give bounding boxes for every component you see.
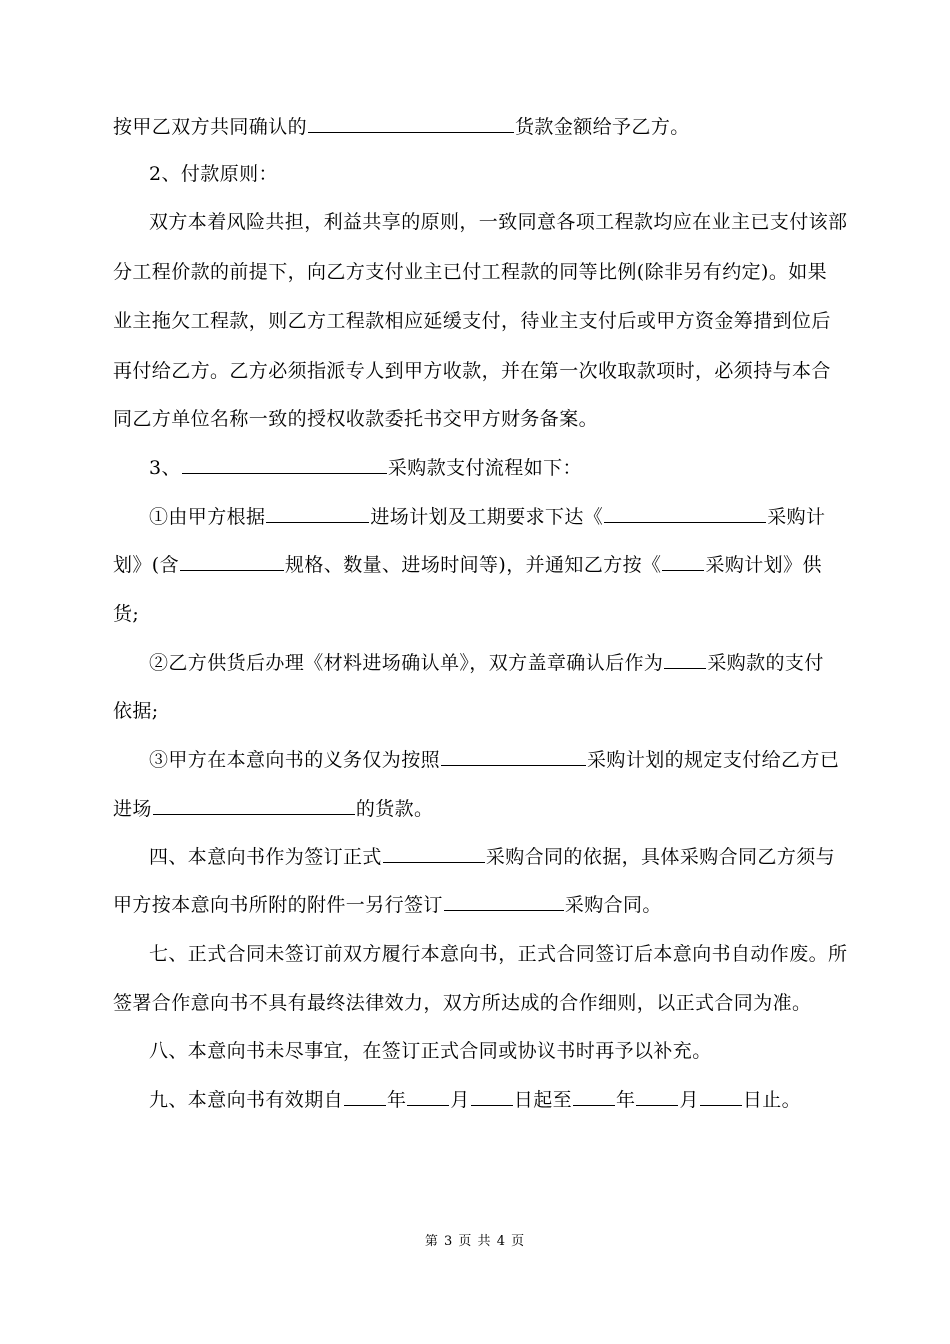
fill-blank: [636, 1087, 678, 1106]
text-segment: 采购计划的规定支付给乙方已: [587, 749, 840, 771]
paragraph-line: [149, 209, 847, 235]
paragraph-line: [113, 406, 598, 432]
paragraph-line: [149, 844, 835, 870]
paragraph-line: [149, 650, 824, 676]
text-segment: 甲方按本意向书所附的附件一另行签订: [113, 894, 443, 916]
text-segment: 九、本意向书有效期自: [149, 1089, 344, 1111]
text-segment: 采购合同的依据，具体采购合同乙方须与: [485, 846, 836, 868]
text-segment: 采购款的支付: [707, 652, 824, 674]
text-segment: 货;: [113, 603, 140, 625]
paragraph-line: [113, 601, 139, 627]
text-segment: 的货款。: [355, 798, 434, 820]
text-segment: ③甲方在本意向书的义务仅为按照: [149, 749, 441, 771]
text-segment: 日止。: [742, 1089, 802, 1111]
text-segment: 年: [616, 1089, 636, 1111]
text-segment: 八、本意向书未尽事宜，在签订正式合同或协议书时再予以补充。: [149, 1040, 712, 1062]
paragraph-line: [149, 1087, 801, 1113]
text-segment: 规格、数量、进场时间等)，并通知乙方按《: [285, 554, 662, 576]
text-segment: 按甲乙双方共同确认的: [113, 116, 308, 138]
fill-blank: [664, 650, 706, 669]
text-segment: 年: [387, 1089, 407, 1111]
page-number-footer: 第 3 页 共 4 页: [424, 1234, 526, 1249]
fill-blank: [180, 552, 284, 571]
text-segment: 采购款支付流程如下：: [387, 457, 582, 479]
text-segment: 货款金额给予乙方。: [515, 116, 690, 138]
fill-blank: [308, 114, 514, 133]
paragraph-line: [113, 358, 831, 384]
fill-blank: [444, 892, 564, 911]
text-segment: 2、付款原则：: [149, 163, 278, 185]
text-segment: 进场计划及工期要求下达《: [370, 506, 604, 528]
text-segment: 划》(含: [113, 554, 180, 576]
text-segment: 采购计: [767, 506, 826, 528]
text-segment: 再付给乙方。乙方必须指派专人到甲方收款，并在第一次收取款项时，必须持与本合: [113, 360, 831, 382]
fill-blank: [266, 504, 369, 523]
text-segment: 七、正式合同未签订前双方履行本意向书，正式合同签订后本意向书自动作废。所: [149, 943, 848, 965]
fill-blank: [700, 1087, 742, 1106]
text-segment: 双方本着风险共担，利益共享的原则，一致同意各项工程款均应在业主已支付该部: [149, 211, 848, 233]
text-segment: 同乙方单位名称一致的授权收款委托书交甲方财务备案。: [113, 408, 599, 430]
text-segment: 采购合同。: [564, 894, 662, 916]
paragraph-line: [113, 308, 831, 334]
text-segment: 3、: [149, 457, 181, 479]
fill-blank: [383, 844, 485, 863]
text-segment: ①由甲方根据: [149, 506, 266, 528]
fill-blank: [407, 1087, 449, 1106]
text-segment: ②乙方供货后办理《材料进场确认单》，双方盖章确认后作为: [149, 652, 664, 674]
section-heading: [149, 161, 278, 187]
fill-blank: [604, 504, 766, 523]
fill-blank: [471, 1087, 513, 1106]
text-segment: 采购计划》供: [705, 554, 822, 576]
paragraph-line: [113, 796, 433, 822]
paragraph-line: [113, 892, 662, 918]
text-segment: 日起至: [513, 1089, 573, 1111]
text-segment: 依据;: [113, 700, 159, 722]
paragraph-line: [113, 114, 690, 140]
paragraph-line: [149, 504, 825, 530]
fill-blank: [344, 1087, 386, 1106]
text-segment: 进场: [113, 798, 152, 820]
paragraph-line: [149, 1038, 712, 1064]
paragraph-line: [149, 747, 839, 773]
fill-blank: [153, 796, 355, 815]
text-segment: 月: [679, 1089, 699, 1111]
fill-blank: [182, 455, 387, 474]
paragraph-line: [113, 552, 822, 578]
paragraph-line: [113, 990, 811, 1016]
text-segment: 签署合作意向书不具有最终法律效力，双方所达成的合作细则，以正式合同为准。: [113, 992, 812, 1014]
paragraph-line: [113, 698, 159, 724]
fill-blank: [662, 552, 704, 571]
text-segment: 业主拖欠工程款，则乙方工程款相应延缓支付，待业主支付后或甲方资金筹措到位后: [113, 310, 831, 332]
text-segment: 四、本意向书作为签订正式: [149, 846, 382, 868]
fill-blank: [441, 747, 586, 766]
paragraph-line: [113, 259, 827, 285]
text-segment: 分工程价款的前提下，向乙方支付业主已付工程款的同等比例(除非另有约定)。如果: [113, 261, 828, 283]
text-segment: 月: [450, 1089, 470, 1111]
fill-blank: [573, 1087, 615, 1106]
paragraph-line: [149, 941, 847, 967]
paragraph-line: [149, 455, 582, 481]
